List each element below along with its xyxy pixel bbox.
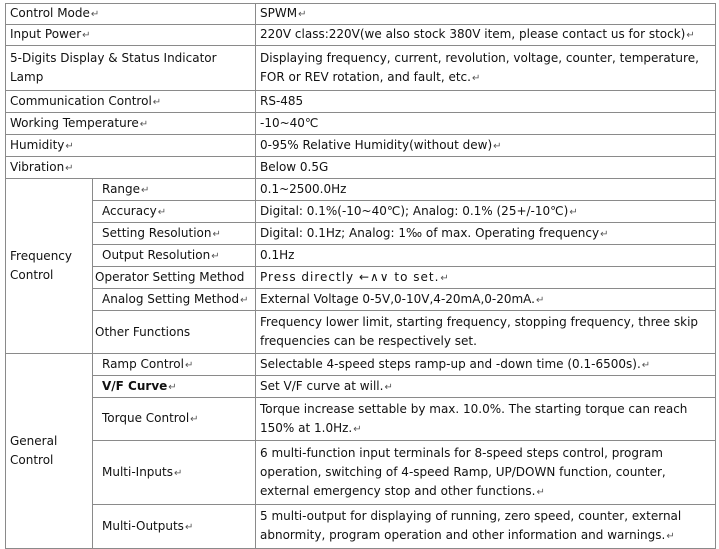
row-label: Communication Control↵ [6, 91, 256, 113]
table-row [6, 135, 716, 157]
row-value: 220V class:220V(we also stock 380V item, please contact us for stock)↵ [256, 25, 716, 46]
row-label: Output Resolution↵ [93, 245, 256, 267]
row-value: 0.1~2500.0Hz [256, 179, 716, 201]
table-row [6, 46, 716, 91]
row-label: Input Power↵ [6, 25, 256, 46]
row-label: Other Functions [93, 311, 256, 354]
row-label: Range↵ [93, 179, 256, 201]
table-row [6, 201, 716, 223]
row-value: Displaying frequency, current, revolution, voltage, counter, temperature, FOR or REV rotation, and fault, etc.↵ [256, 46, 716, 91]
table-row [6, 376, 716, 398]
table-row [6, 311, 716, 354]
table-row [6, 267, 716, 289]
row-value: Selectable 4-speed steps ramp-up and -down time (0.1-6500s).↵ [256, 354, 716, 376]
spec-table [5, 3, 716, 549]
row-value: Below 0.5G [256, 157, 716, 179]
group-label-frequency-control: Frequency Control [6, 179, 93, 354]
row-label: Operator Setting Method [93, 267, 256, 289]
table-row [6, 354, 716, 376]
row-label: V/F Curve↵ [93, 376, 256, 398]
row-label: Setting Resolution↵ [93, 223, 256, 245]
table-row [6, 157, 716, 179]
row-label: Accuracy↵ [93, 201, 256, 223]
table-row [6, 441, 716, 505]
table-row [6, 179, 716, 201]
row-value: Digital: 0.1%(-10~40℃); Analog: 0.1% (25+/-10℃)↵ [256, 201, 716, 223]
row-value: External Voltage 0-5V,0-10V,4-20mA,0-20mA.↵ [256, 289, 716, 311]
row-label: Vibration↵ [6, 157, 256, 179]
table-row [6, 398, 716, 441]
row-value: Frequency lower limit, starting frequency, stopping frequency, three skip frequencies can be respectively set. [256, 311, 716, 354]
row-value: RS-485 [256, 91, 716, 113]
row-label: Multi-Inputs↵ [93, 441, 256, 505]
table-row [6, 245, 716, 267]
row-label: Humidity↵ [6, 135, 256, 157]
row-value: 0-95% Relative Humidity(without dew)↵ [256, 135, 716, 157]
row-label: 5-Digits Display & Status Indicator Lamp [6, 46, 256, 91]
row-value: Press directly ←∧∨ to set.↵ [256, 267, 716, 289]
row-value: 5 multi-output for displaying of running, zero speed, counter, external abnormity, program operation and other information and warnings.↵ [256, 505, 716, 549]
table-row [6, 91, 716, 113]
table-row [6, 113, 716, 135]
row-label: Analog Setting Method↵ [93, 289, 256, 311]
row-label: Control Mode↵ [6, 4, 256, 25]
table-row [6, 289, 716, 311]
row-label: Multi-Outputs↵ [93, 505, 256, 549]
row-label: Torque Control↵ [93, 398, 256, 441]
row-value: Torque increase settable by max. 10.0%. The starting torque can reach 150% at 1.0Hz.↵ [256, 398, 716, 441]
table-row [6, 505, 716, 549]
row-value: 6 multi-function input terminals for 8-speed steps control, program operation, switching of 4-speed Ramp, UP/DOWN function, counter, external emergency stop and other functions.↵ [256, 441, 716, 505]
table-row [6, 25, 716, 46]
group-label-general-control: General Control [6, 354, 93, 549]
table-row [6, 223, 716, 245]
row-value: Set V/F curve at will.↵ [256, 376, 716, 398]
row-value: 0.1Hz [256, 245, 716, 267]
row-value: SPWM↵ [256, 4, 716, 25]
row-value: -10~40℃ [256, 113, 716, 135]
row-value: Digital: 0.1Hz; Analog: 1‰ of max. Operating frequency↵ [256, 223, 716, 245]
row-label: Working Temperature↵ [6, 113, 256, 135]
table-row [6, 4, 716, 25]
row-label: Ramp Control↵ [93, 354, 256, 376]
